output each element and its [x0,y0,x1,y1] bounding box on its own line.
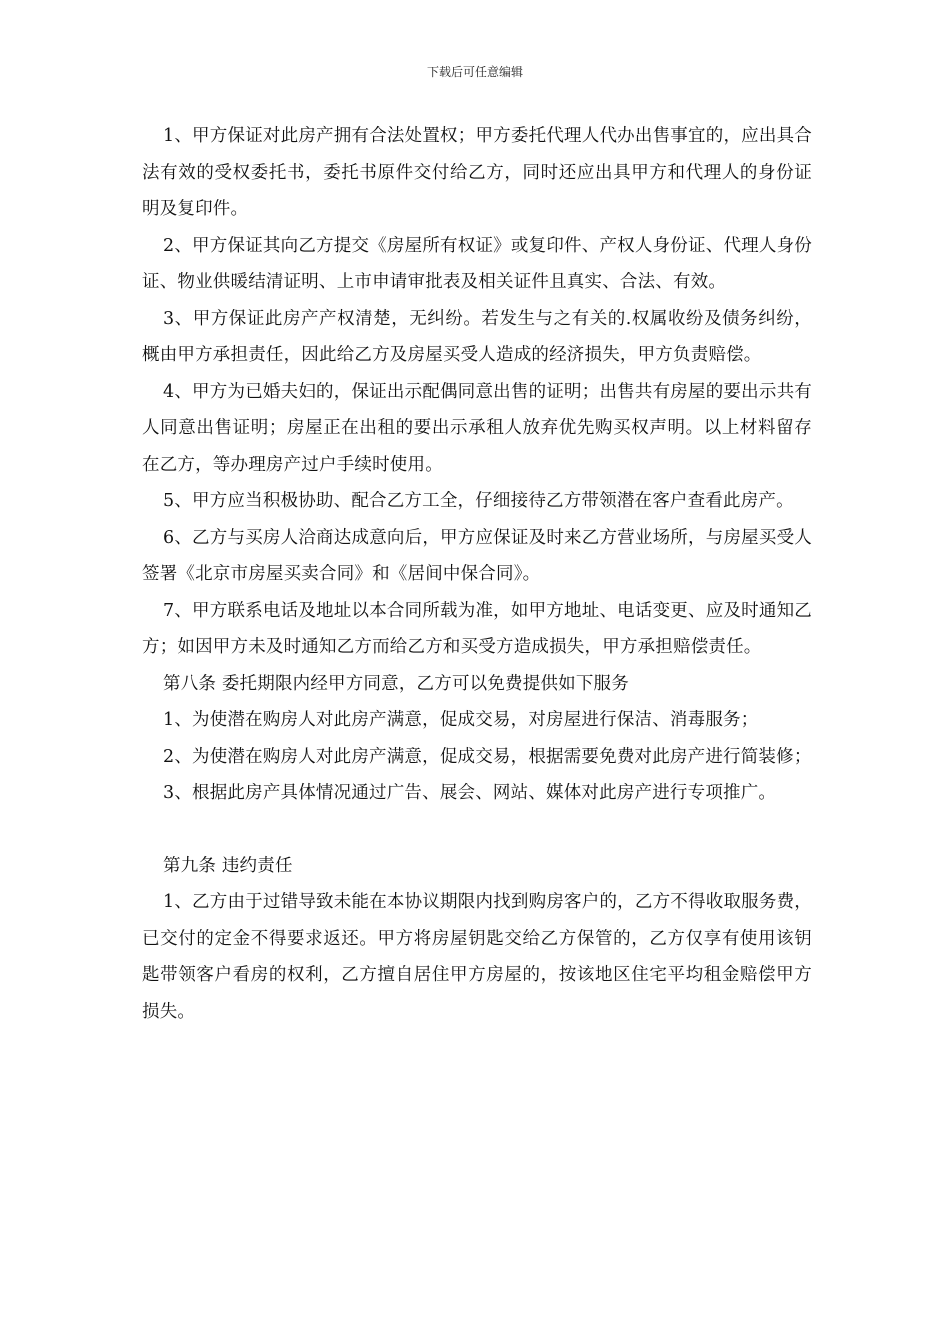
clause-paragraph: 1、甲方保证对此房产拥有合法处置权；甲方委托代理人代办出售事宜的，应出具合法有效的受权委托书，委托书原件交付给乙方，同时还应出具甲方和代理人的身份证明及复印件。 [142,126,812,219]
clause-paragraph: 4、甲方为已婚夫妇的，保证出示配偶同意出售的证明；出售共有房屋的要出示共有人同意出售证明；房屋正在出租的要出示承租人放弃优先购买权声明。以上材料留存在乙方，等办理房产过户手续时使用。 [142,381,812,475]
clause-paragraph: 7、甲方联系电话及地址以本合同所载为准，如甲方地址、电话变更、应及时通知乙方；如因甲方未及时通知乙方而给乙方和买受方造成损失，甲方承担赔偿责任。 [142,600,812,657]
clause-paragraph: 6、乙方与买房人洽商达成意向后，甲方应保证及时来乙方营业场所，与房屋买受人签署《北京市房屋买卖合同》和《居间中保合同》。 [142,527,812,584]
service-item: 1、为使潜在购房人对此房产满意，促成交易，对房屋进行保洁、消毒服务； [163,710,759,730]
clause-paragraph: 5、甲方应当积极协助、配合乙方工全，仔细接待乙方带领潜在客户查看此房产。 [163,491,794,511]
document-body [142,118,812,1030]
service-item: 3、根据此房产具体情况通过广告、展会、网站、媒体对此房产进行专项推广。 [163,783,777,803]
service-item: 2、为使潜在购房人对此房产满意，促成交易，根据需要免费对此房产进行简装修； [163,746,812,767]
clause-paragraph: 3、甲方保证此房产产权清楚，无纠纷。若发生与之有关的.权属收纷及债务纠纷，概由甲方承担责任，因此给乙方及房屋买受人造成的经济损失，甲方负责赔偿。 [142,308,812,365]
clause-paragraph: 2、甲方保证其向乙方提交《房屋所有权证》或复印件、产权人身份证、代理人身份证、物业供暖结清证明、上市申请审批表及相关证件且真实、合法、有效。 [142,235,812,292]
article-heading: 第九条 违约责任 [163,855,293,876]
article-heading: 第八条 委托期限内经甲方同意，乙方可以免费提供如下服务 [163,673,629,694]
liability-paragraph: 1、乙方由于过错导致未能在本协议期限内找到购房客户的，乙方不得收取服务费，已交付的定金不得要求返还。甲方将房屋钥匙交给乙方保管的，乙方仅享有使用该钥匙带领客户看房的权利，乙方擅自居住甲方房屋的，按该地区住宅平均租金赔偿甲方损失。 [142,892,812,1022]
page-header: 下载后可任意编辑 [426,65,523,79]
blank-line [142,812,812,848]
